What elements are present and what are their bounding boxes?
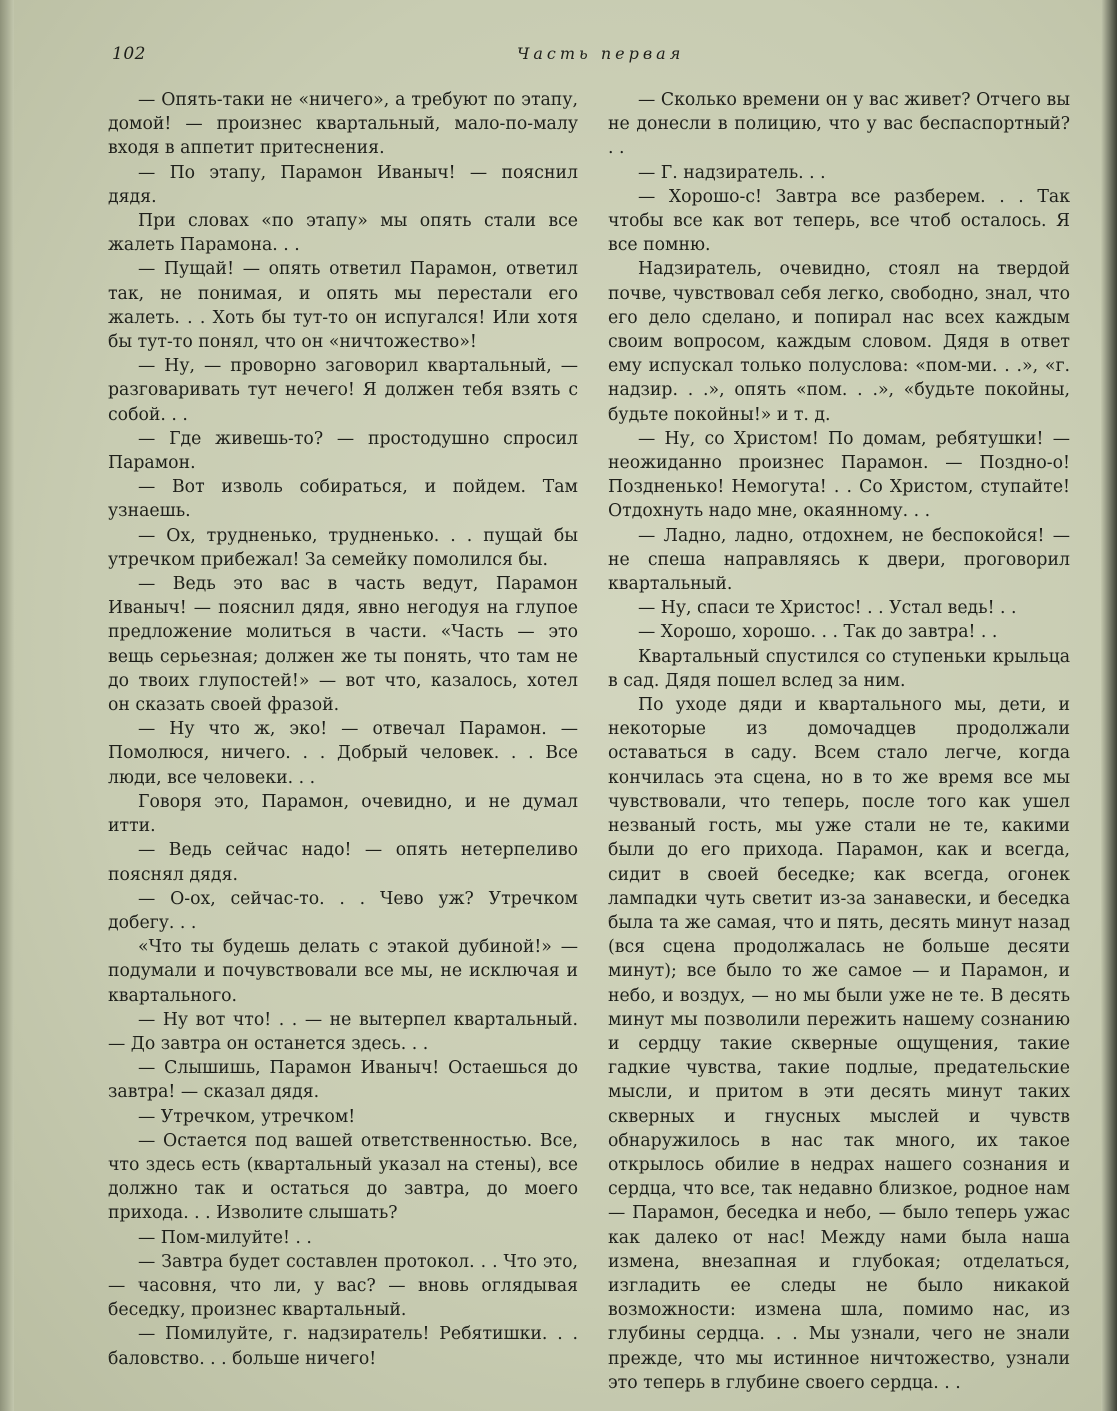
paragraph: — Ладно, ладно, отдохнем, не беспокойся! — не спеша направляясь к двери, проговорил квартальный. — [608, 525, 1070, 595]
paragraph: — Завтра будет составлен протокол. . . Что это, — часовня, что ли, у вас? — вновь оглядывая беседку, произнес квартальный. — [108, 1251, 578, 1321]
paragraph: — Слышишь, Парамон Иваныч! Остаешься до завтра! — сказал дядя. — [108, 1058, 578, 1103]
paragraph: — Ведь это вас в часть ведут, Парамон Иваныч! — пояснил дядя, явно негодуя на глупое предложение молиться в части. «Часть — это вещь серьезная; должен же ты понять, что там не до твоих глупостей!» — вот что, казалось, хотел он сказать своей фразой. — [108, 574, 578, 716]
paragraph: — Где живешь-то? — простодушно спросил Парамон. — [108, 428, 578, 474]
left-text-column — [108, 88, 578, 1371]
paragraph: — По этапу, Парамон Иваныч! — пояснил дядя. — [108, 162, 578, 207]
paragraph: — Ну вот что! . . — не вытерпел квартальный. — До завтра он останется здесь. . . — [108, 1009, 578, 1054]
paragraph: — Вот изволь собираться, и пойдем. Там узнаешь. — [108, 477, 578, 522]
paragraph: — Ну, спаси те Христос! . . Устал ведь! . . — [638, 598, 1017, 619]
paragraph: — Ну, — проворно заговорил квартальный, — разговаривать тут нечего! Я должен тебя взять с собой. . . — [108, 356, 578, 425]
paragraph: — Пущай! — опять ответил Парамон, ответил так, не понимая, и опять мы перестали его жалеть. . . Хоть бы тут-то он испугался! Или хотя бы тут-то понял, что он «ничтожество»! — [108, 259, 578, 353]
paragraph: — Утречком, утречком! — [138, 1106, 356, 1127]
paragraph: — Остается под вашей ответственностью. Все, что здесь есть (квартальный указал на стены), все должно так и остаться до завтра, до моего прихода. . . Изволите слышать? — [108, 1130, 578, 1224]
paragraph: — Хорошо, хорошо. . . Так до завтра! . . — [638, 622, 998, 643]
page-edge-right — [1101, 0, 1117, 1411]
paragraph: — О-ох, сейчас-то. . . Чево уж? Утречком добегу. . . — [108, 888, 578, 933]
paragraph: Говоря это, Парамон, очевидно, и не думал итти. — [108, 791, 578, 837]
page-header — [112, 44, 1052, 70]
paragraph: — Хорошо-с! Завтра все разберем. . . Так чтобы все как вот теперь, все чтоб осталось. Я все помню. — [608, 186, 1070, 256]
paragraph: Квартальный спустился со ступеньки крыльца в сад. Дядя пошел вслед за ним. — [608, 646, 1070, 691]
paragraph: — Ох, трудненько, трудненько. . . пущай бы утречком прибежал! За семейку помолился бы. — [108, 525, 578, 570]
paragraph: — Опять-таки не «ничего», а требуют по этапу, домой! — произнес квартальный, мало-по-малу входя в аппетит притеснения. — [108, 90, 578, 159]
page-edge-left — [0, 0, 14, 1411]
paragraph: «Что ты будешь делать с этакой дубиной!» — подумали и почувствовали все мы, не исключая и квартального. — [108, 937, 578, 1006]
page-number: 102 — [112, 44, 146, 64]
paragraph: Надзиратель, очевидно, стоял на твердой почве, чувствовал себя легко, свободно, знал, что его дело сделано, и попирал нас всех каждым своим вопросом, каждым словом. Дядя в ответ ему испускал только полуслова: «пом-ми. . .», «г. надзир. . .», опять «пом. . .», «будьте покойны, будьте покойны!» и т. д. — [608, 259, 1070, 425]
paragraph: — Ну что ж, эко! — отвечал Парамон. — Помолюся, ничего. . . Добрый человек. . . Все люди, все человеки. . . — [108, 719, 578, 788]
paragraph: При словах «по этапу» мы опять стали все жалеть Парамона. . . — [108, 211, 578, 256]
right-text-column — [608, 88, 1070, 1395]
paragraph: По уходе дяди и квартального мы, дети, и некоторые из домочадцев продолжали оставаться в саду. Всем стало легче, когда кончилась эта сцена, но в то же время все мы чувствовали, что теперь, после того как ушел незваный гость, мы уже стали не те, какими были до его прихода. Парамон, как и всегда, сидит в своей беседке; как всегда, огонек лампадки чуть светит из-за занавески, и беседка была та же самая, что и пять, десять минут назад (вся сцена продолжалась не больше десяти минут); все было то же самое — и Парамон, и небо, и воздух, — но мы были уже не те. В десять минут мы позволили пережить нашему сознанию и сердцу такие скверные ощущения, такие гадкие чувства, такие подлые, предательские мысли, и притом в эти десять минут таких скверных и гнусных мыслей и чувств обнаружилось в нас так много, их такое открылось обилие в недрах нашего сознания и сердца, что все, так недавно близкое, родное нам — Парамон, беседка и небо, — было теперь ужас как далеко от нас! Между нами была наша измена, внезапная и глубокая; отделаться, изгладить ее следы не было никакой возможности: измена шла, помимо нас, из глубины сердца. . . Мы узнали, чего не знали прежде, что мы истинное ничтожество, узнали это теперь в глубине своего сердца. . . — [608, 695, 1070, 1393]
running-head: Часть первая — [517, 44, 685, 63]
paragraph: — Сколько времени он у вас живет? Отчего вы не донесли в полицию, что у вас беспаспортный? . . — [608, 90, 1070, 159]
paragraph: — Помилуйте, г. надзиратель! Ребятишки. . . баловство. . . больше ничего! — [108, 1324, 578, 1369]
paragraph: — Г. надзиратель. . . — [638, 162, 826, 183]
paragraph: — Ну, со Христом! По домам, ребятушки! — неожиданно произнес Парамон. — Поздно-о! Поздненько! Немогута! . . Со Христом, ступайте! Отдохнуть надо мне, окаянному. . . — [608, 428, 1070, 522]
paragraph: — Пом-милуйте! . . — [138, 1227, 312, 1248]
paragraph: — Ведь сейчас надо! — опять нетерпеливо пояснял дядя. — [108, 840, 578, 885]
